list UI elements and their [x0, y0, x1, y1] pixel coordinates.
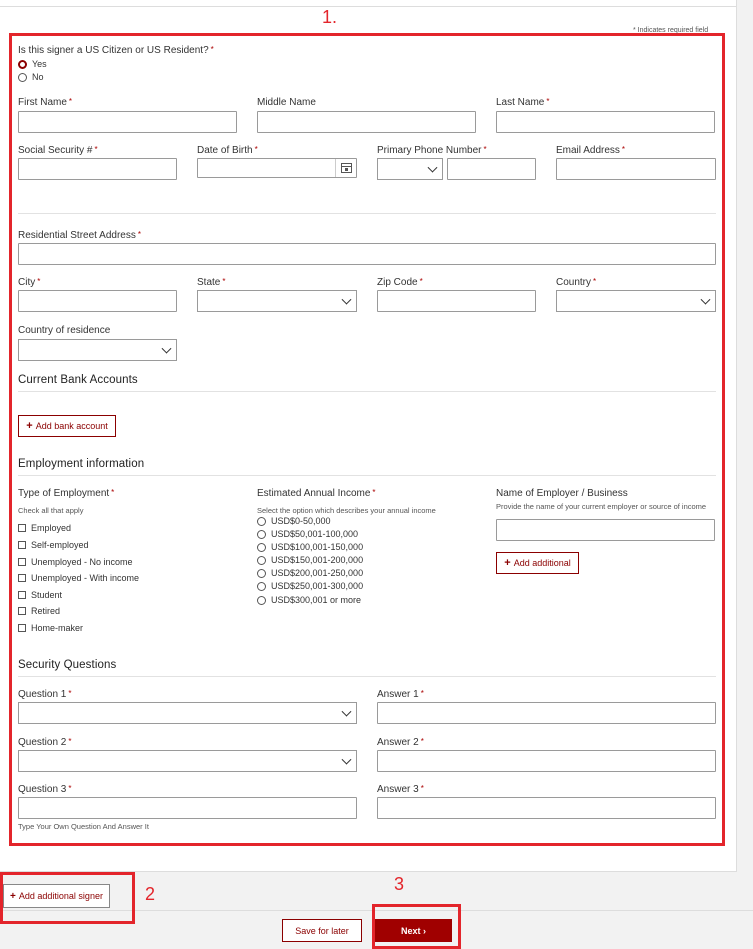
employment-option-label: Retired — [31, 606, 61, 616]
question-2-label: Question 2 * — [18, 737, 72, 748]
security-hint: Type Your Own Question And Answer It — [18, 822, 149, 831]
radio-icon[interactable] — [257, 556, 266, 565]
city-input[interactable] — [18, 290, 177, 312]
employment-option-label: Home-maker — [31, 623, 84, 633]
employer-hint: Provide the name of your current employer or source of income — [496, 502, 707, 511]
employment-option[interactable] — [18, 606, 60, 616]
employment-option[interactable] — [18, 540, 89, 550]
add-additional-label: Add additional — [513, 558, 571, 568]
state-select[interactable] — [197, 290, 357, 312]
dob-input[interactable] — [197, 158, 357, 178]
employment-type-label: Type of Employment * — [18, 488, 115, 499]
annotation-2: 2 — [145, 884, 156, 904]
bank-section-title: Current Bank Accounts — [18, 374, 138, 386]
income-option-label: USD$0-50,000 — [271, 516, 331, 526]
question-1-select[interactable] — [18, 702, 357, 724]
answer-1-input[interactable] — [377, 702, 716, 724]
employment-option-label: Unemployed - No income — [31, 557, 133, 567]
income-option-label: USD$50,001-100,000 — [271, 529, 359, 539]
zip-input[interactable] — [377, 290, 536, 312]
phone-input[interactable] — [447, 158, 536, 180]
income-option[interactable] — [257, 595, 361, 605]
phone-country-select[interactable] — [377, 158, 443, 180]
chevron-down-icon — [342, 295, 352, 305]
middle-name-input[interactable] — [257, 111, 476, 133]
chevron-down-icon — [701, 295, 711, 305]
radio-icon[interactable] — [257, 582, 266, 591]
answer-2-input[interactable] — [377, 750, 716, 772]
checkbox-icon[interactable] — [18, 624, 26, 632]
employment-option-label: Employed — [31, 523, 72, 533]
first-name-label: First Name * — [18, 97, 73, 108]
country-residence-label: Country of residence — [18, 325, 111, 336]
citizen-yes-label: Yes — [32, 59, 47, 69]
save-for-later-button[interactable]: Save for later — [282, 919, 362, 942]
top-divider — [0, 6, 737, 7]
checkbox-icon[interactable] — [18, 607, 26, 615]
phone-label: Primary Phone Number * — [377, 145, 487, 156]
income-option[interactable] — [257, 542, 363, 552]
checkbox-icon[interactable] — [18, 574, 26, 582]
plus-icon: + — [10, 890, 16, 902]
question-2-select[interactable] — [18, 750, 357, 772]
income-option-label: USD$150,001-200,000 — [271, 555, 364, 565]
add-bank-account-button[interactable] — [18, 415, 116, 437]
country-label: Country * — [556, 277, 597, 288]
answer-3-label: Answer 3 * — [377, 784, 424, 795]
employment-option-label: Self-employed — [31, 540, 89, 550]
citizen-question: Is this signer a US Citizen or US Resident? * — [18, 45, 214, 56]
citizen-yes-option[interactable] — [18, 59, 47, 69]
country-select[interactable] — [556, 290, 716, 312]
employment-type-hint: Check all that apply — [18, 506, 84, 515]
divider — [18, 213, 716, 214]
street-label: Residential Street Address * — [18, 230, 141, 241]
radio-icon[interactable] — [257, 517, 266, 526]
annotation-3: 3 — [394, 874, 405, 894]
citizen-no-label: No — [32, 72, 44, 82]
add-bank-account-label: Add bank account — [35, 421, 108, 431]
calendar-icon[interactable] — [341, 163, 352, 173]
income-option-label: USD$100,001-150,000 — [271, 542, 364, 552]
plus-icon: + — [26, 420, 33, 432]
checkbox-icon[interactable] — [18, 524, 26, 532]
employment-option[interactable] — [18, 573, 139, 583]
middle-name-label: Middle Name — [257, 97, 316, 108]
add-signer-label: Add additional signer — [18, 891, 103, 901]
citizen-no-option[interactable] — [18, 72, 44, 82]
country-residence-select[interactable] — [18, 339, 177, 361]
income-option-label: USD$300,001 or more — [271, 595, 362, 605]
city-label: City * — [18, 277, 41, 288]
add-additional-signer-button[interactable] — [3, 884, 110, 908]
employer-label: Name of Employer / Business — [496, 488, 628, 499]
dob-label: Date of Birth * — [197, 145, 258, 156]
employment-section-title: Employment information — [18, 458, 145, 470]
add-additional-employer-button[interactable] — [496, 552, 579, 574]
chevron-down-icon — [342, 755, 352, 765]
employer-input[interactable] — [496, 519, 715, 541]
plus-icon: + — [504, 557, 511, 569]
annotation-1: 1. — [322, 7, 338, 27]
income-option[interactable] — [257, 581, 363, 591]
next-button[interactable]: Next › — [375, 919, 452, 942]
question-3-input[interactable] — [18, 797, 357, 819]
radio-icon[interactable] — [257, 530, 266, 539]
radio-selected-icon[interactable] — [18, 60, 27, 69]
employment-option[interactable] — [18, 590, 62, 600]
ssn-input[interactable] — [18, 158, 177, 180]
radio-icon[interactable] — [18, 73, 27, 82]
income-option-label: USD$250,001-300,000 — [271, 581, 364, 591]
email-input[interactable] — [556, 158, 716, 180]
divider — [18, 391, 716, 392]
income-option[interactable] — [257, 516, 331, 526]
state-label: State * — [197, 277, 226, 288]
income-option-label: USD$200,001-250,000 — [271, 568, 364, 578]
zip-label: Zip Code * — [377, 277, 423, 288]
checkbox-icon[interactable] — [18, 558, 26, 566]
chevron-down-icon — [342, 707, 352, 717]
email-label: Email Address * — [556, 145, 626, 156]
checkbox-icon[interactable] — [18, 541, 26, 549]
employment-option-label: Student — [31, 590, 63, 600]
employment-option[interactable] — [18, 557, 133, 567]
chevron-down-icon — [162, 344, 172, 354]
employment-option[interactable] — [18, 523, 71, 533]
radio-icon[interactable] — [257, 543, 266, 552]
street-input[interactable] — [18, 243, 716, 265]
required-note: * Indicates required field — [633, 27, 709, 34]
income-hint: Select the option which describes your annual income — [257, 506, 436, 515]
income-option[interactable] — [257, 529, 358, 539]
dob-picker-button[interactable] — [335, 159, 356, 177]
answer-3-input[interactable] — [377, 797, 716, 819]
ssn-label: Social Security # * — [18, 145, 98, 156]
security-section-title: Security Questions — [18, 659, 117, 671]
last-name-label: Last Name * — [496, 97, 550, 108]
question-3-label: Question 3 * — [18, 784, 72, 795]
question-1-label: Question 1 * — [18, 689, 72, 700]
answer-1-label: Answer 1 * — [377, 689, 424, 700]
radio-icon[interactable] — [257, 596, 266, 605]
divider — [18, 676, 716, 677]
checkbox-icon[interactable] — [18, 591, 26, 599]
income-label: Estimated Annual Income * — [257, 488, 376, 499]
employment-option-label: Unemployed - With income — [31, 573, 140, 583]
radio-icon[interactable] — [257, 569, 266, 578]
chevron-down-icon — [428, 163, 438, 173]
first-name-input[interactable] — [18, 111, 237, 133]
income-option[interactable] — [257, 555, 363, 565]
answer-2-label: Answer 2 * — [377, 737, 424, 748]
employment-option[interactable] — [18, 623, 83, 633]
income-option[interactable] — [257, 568, 363, 578]
last-name-input[interactable] — [496, 111, 715, 133]
divider — [18, 475, 716, 476]
